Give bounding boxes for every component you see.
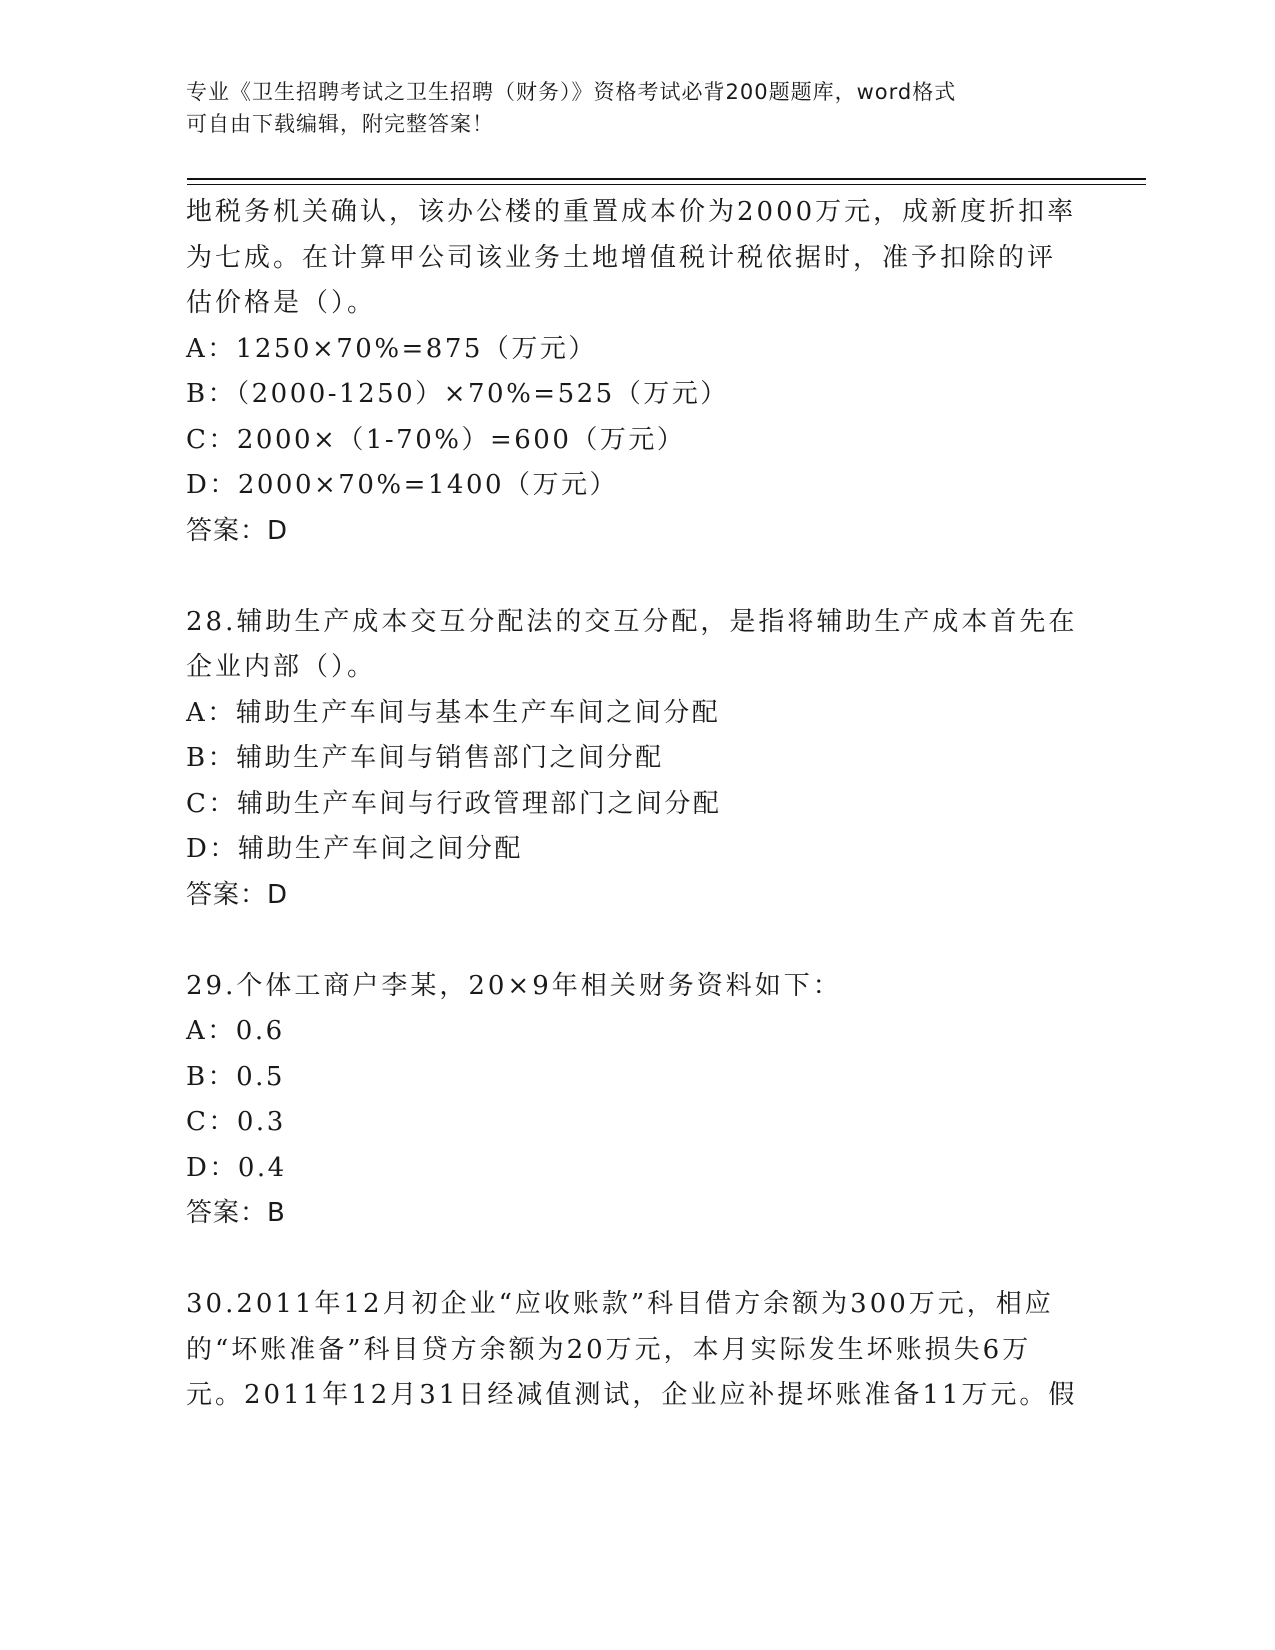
question-stem-line: 企业内部（）。 [186, 652, 377, 682]
document-header [186, 76, 1086, 140]
option-a: A：0.6 [186, 1016, 285, 1046]
option-c: C：辅助生产车间与行政管理部门之间分配 [186, 788, 722, 819]
header-rule-thin [187, 184, 1146, 185]
spacer [186, 1237, 1086, 1283]
spacer [186, 554, 1086, 600]
header-title-line-2: 可自由下载编辑，附完整答案！ [186, 112, 494, 136]
question-30 [186, 1282, 1086, 1419]
header-rule-thick [187, 178, 1146, 180]
option-b: B：辅助生产车间与销售部门之间分配 [186, 743, 664, 773]
document-body [186, 190, 1086, 1419]
option-d: D：0.4 [186, 1152, 287, 1183]
question-stem-line: 30.2011年12月初企业“应收账款”科目借方余额为300万元，相应 [186, 1289, 1054, 1319]
answer-label: 答案：D [186, 879, 289, 910]
question-stem-line: 为七成。在计算甲公司该业务土地增值税计税依据时，准予扣除的评 [186, 242, 1057, 273]
option-a: A：1250×70%=875（万元） [186, 333, 597, 364]
option-a: A：辅助生产车间与基本生产车间之间分配 [186, 697, 721, 728]
question-stem-line: 估价格是（）。 [186, 288, 377, 318]
answer-label: 答案：B [186, 1198, 286, 1228]
question-stem-line: 的“坏账准备”科目贷方余额为20万元，本月实际发生坏账损失6万 [186, 1334, 1032, 1365]
question-27 [186, 190, 1086, 554]
question-stem-line: 元。2011年12月31日经减值测试，企业应补提坏账准备11万元。假 [186, 1380, 1078, 1410]
option-c: C：0.3 [186, 1107, 286, 1137]
option-c: C：2000×（1-70%）=600（万元） [186, 424, 686, 455]
question-stem-line: 29.个体工商户李某，20×9年相关财务资料如下： [186, 970, 842, 1001]
question-stem-line: 28.辅助生产成本交互分配法的交互分配，是指将辅助生产成本首先在 [186, 606, 1078, 637]
option-b: B：（2000-1250）×70%=525（万元） [186, 379, 729, 409]
header-title-line-1: 专业《卫生招聘考试之卫生招聘（财务）》资格考试必背200题题库，word格式 [186, 80, 957, 104]
option-d: D：2000×70%=1400（万元） [186, 470, 619, 500]
option-b: B：0.5 [186, 1061, 285, 1092]
option-d: D：辅助生产车间之间分配 [186, 834, 523, 864]
question-29 [186, 964, 1086, 1237]
answer-label: 答案：D [186, 515, 289, 546]
spacer [186, 918, 1086, 964]
question-stem-line: 地税务机关确认，该办公楼的重置成本价为2000万元，成新度折扣率 [186, 197, 1077, 227]
question-28 [186, 600, 1086, 919]
